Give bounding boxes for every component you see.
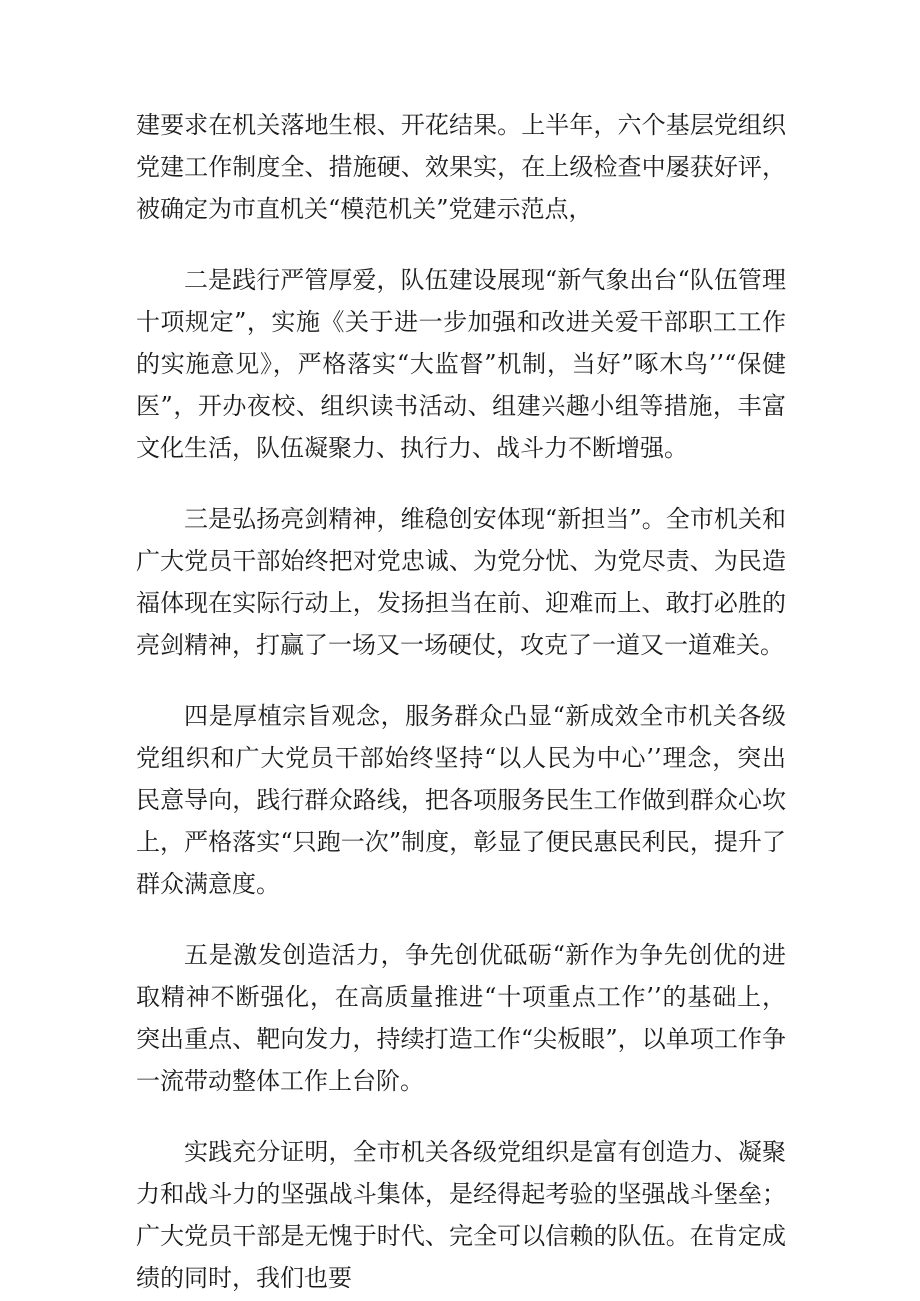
paragraph-3: 三是弘扬亮剑精神，维稳创安体现“新担当”。全市机关和广大党员干部始终把对党忠诚、为党分忧、为党尽责、为民造福体现在实际行动上，发扬担当在前、迎难而上、敢打必胜的亮剑精神，打赢了一场又一场硬仗，攻克了一道又一道难关。 xyxy=(136,505,786,659)
paragraph-4: 四是厚植宗旨观念，服务群众凸显“新成效全市机关各级党组织和广大党员干部始终坚持“以人民为中心’’理念，突出民意导向，践行群众路线，把各项服务民生工作做到群众心坎上，严格落实“只跑一次”制度，彰显了便民惠民利民，提升了群众满意度。 xyxy=(136,702,786,898)
paragraph-5: 五是激发创造活力，争先创优砥砺“新作为争先创优的进取精神不断强化，在高质量推进“十项重点工作’’的基础上，突出重点、靶向发力，持续打造工作“尖板眼”，以单项工作争一流带动整体工作上台阶。 xyxy=(136,941,786,1095)
paragraph-1: 建要求在机关落地生根、开花结果。上半年，六个基层党组织党建工作制度全、措施硬、效果实，在上级检查中屡获好评，被确定为市直机关“模范机关”党建示范点， xyxy=(136,111,786,223)
paragraph-2: 二是践行严管厚爱，队伍建设展现“新气象出台“队伍管理十项规定”，实施《关于进一步加强和改进关爱干部职工工作的实施意见》，严格落实“大监督”机制，当好”啄木鸟’’“保健医”，开办夜校、组织读书活动、组建兴趣小组等措施，丰富文化生活，队伍凝聚力、执行力、战斗力不断增强。 xyxy=(136,266,786,462)
document-body xyxy=(136,104,786,1299)
paragraph-6: 实践充分证明，全市机关各级党组织是富有创造力、凝聚力和战斗力的坚强战斗集体，是经得起考验的坚强战斗堡垒；广大党员干部是无愧于时代、完全可以信赖的队伍。在肯定成绩的同时，我们也要 xyxy=(136,1138,786,1292)
